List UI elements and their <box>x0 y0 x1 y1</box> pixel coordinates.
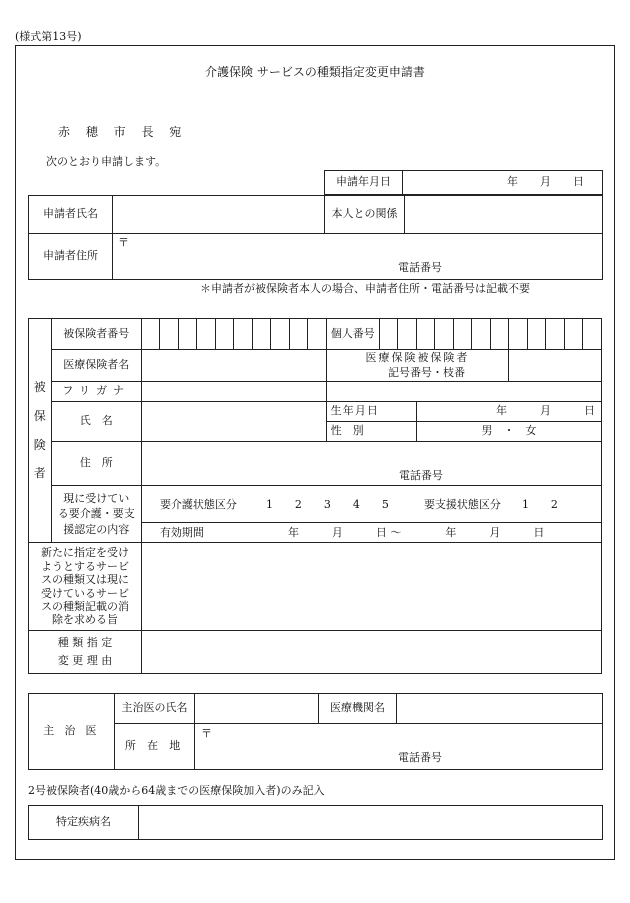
applicant-note: ＊申請者が被保険者本人の場合、申請者住所・電話番号は記載不要 <box>200 282 530 295</box>
doctor-phone-label: 電話番号 <box>398 751 442 764</box>
personal-number-digit[interactable] <box>472 319 490 350</box>
change-reason-field[interactable] <box>141 631 601 674</box>
insured-number-digit[interactable] <box>234 319 252 350</box>
postal-mark: 〒 <box>118 236 129 249</box>
personal-number-digit[interactable] <box>416 319 434 350</box>
personal-number-label: 個人番号 <box>326 319 379 350</box>
personal-number-digit[interactable] <box>527 319 545 350</box>
insured-phone-label: 電話番号 <box>398 469 443 482</box>
support-level-label: 要支援状態区分 <box>423 498 501 511</box>
doctor-side-label: 主 治 医 <box>29 694 115 770</box>
insured-table <box>28 318 602 674</box>
relation-label: 本人との関係 <box>325 196 405 234</box>
request-field[interactable] <box>141 543 601 631</box>
application-date-table <box>324 170 603 195</box>
insured-number-digit[interactable] <box>178 319 196 350</box>
relation-field[interactable] <box>405 196 603 234</box>
personal-number-digit[interactable] <box>564 319 582 350</box>
institution-field[interactable] <box>397 694 603 724</box>
birth-date-field[interactable]: 年 月 日 <box>416 402 601 422</box>
doctor-name-field[interactable] <box>195 694 319 724</box>
disease-label: 特定疾病名 <box>29 806 139 840</box>
location-field[interactable] <box>195 724 603 770</box>
doctor-postal-mark: 〒 <box>201 727 212 740</box>
applicant-name-label: 申請者氏名 <box>29 196 113 234</box>
insured-name-field[interactable] <box>141 402 326 442</box>
personal-number-digit[interactable] <box>380 319 398 350</box>
applicant-address-field[interactable] <box>113 234 603 280</box>
sex-field[interactable]: 男 ・ 女 <box>416 422 601 442</box>
doctor-table <box>28 693 603 770</box>
insured-number-digit[interactable] <box>252 319 270 350</box>
application-date-field[interactable]: 年 月 日 <box>403 171 603 195</box>
medical-insured-label: 医療保険被保険者 記号番号・枝番 <box>326 350 509 382</box>
furigana-field[interactable] <box>141 382 326 402</box>
intro-text: 次のとおり申請します。 <box>46 155 167 168</box>
personal-number-digit[interactable] <box>546 319 564 350</box>
request-label: 新たに指定を受け ようとするサービ スの種類又は現に 受けているサービ スの種類記載の消 除を求める旨 <box>29 543 142 631</box>
personal-number-digit[interactable] <box>453 319 471 350</box>
insured-number-digit[interactable] <box>197 319 215 350</box>
addressee: 赤 穂 市 長 宛 <box>58 125 188 139</box>
medical-insurer-label: 医療保険者名 <box>51 350 141 382</box>
page-title: 介護保険 サービスの種類指定変更申請書 <box>205 65 425 79</box>
insured-number-label: 被保険者番号 <box>51 319 141 350</box>
insured-address-label: 住 所 <box>51 442 141 486</box>
application-date-label: 申請年月日 <box>325 171 403 195</box>
applicant-table <box>28 195 603 280</box>
disease-table <box>28 805 603 840</box>
personal-number-digit[interactable] <box>583 319 602 350</box>
insured-number-digit[interactable] <box>289 319 307 350</box>
second-insured-note: 2号被保険者(40歳から64歳までの医療保険加入者)のみ記入 <box>28 784 325 797</box>
medical-insurer-field[interactable] <box>141 350 326 382</box>
furigana-blank <box>326 382 601 402</box>
doctor-name-label: 主治医の氏名 <box>115 694 195 724</box>
applicant-address-label: 申請者住所 <box>29 234 113 280</box>
birth-date-label: 生年月日 <box>326 402 416 422</box>
disease-field[interactable] <box>139 806 603 840</box>
applicant-phone-label: 電話番号 <box>398 261 442 274</box>
medical-insured-field[interactable] <box>509 350 602 382</box>
location-label: 所 在 地 <box>115 724 195 770</box>
personal-number-digit[interactable] <box>398 319 416 350</box>
furigana-label: フリガナ <box>51 382 141 402</box>
personal-number-digit[interactable] <box>509 319 527 350</box>
support-level-options[interactable]: 1 2 <box>521 498 558 511</box>
care-level-label: 要介護状態区分 <box>159 498 237 511</box>
insured-number-digit[interactable] <box>160 319 178 350</box>
certification-label: 現に受けてい る要介護・要支 援認定の内容 <box>51 486 141 543</box>
personal-number-digit[interactable] <box>435 319 453 350</box>
care-level-options[interactable]: 1 2 3 4 5 <box>265 498 389 511</box>
insured-number-digit[interactable] <box>141 319 159 350</box>
personal-number-digit[interactable] <box>490 319 508 350</box>
insured-number-digit[interactable] <box>215 319 233 350</box>
valid-period-label: 有効期間 <box>159 526 204 539</box>
insured-number-digit[interactable] <box>308 319 326 350</box>
valid-period-field[interactable]: 年 月 日 ～ 年 月 日 <box>287 526 545 539</box>
insured-address-field[interactable] <box>141 442 601 486</box>
form-number: (様式第13号) <box>15 30 82 43</box>
change-reason-label: 種 類 指 定 変 更 理 由 <box>29 631 142 674</box>
institution-label: 医療機関名 <box>319 694 397 724</box>
insured-side-label: 被保険者 <box>29 319 52 543</box>
insured-number-digit[interactable] <box>271 319 289 350</box>
insured-name-label: 氏 名 <box>51 402 141 442</box>
certification-content[interactable] <box>141 486 601 543</box>
applicant-name-field[interactable] <box>113 196 325 234</box>
sex-label: 性 別 <box>326 422 416 442</box>
